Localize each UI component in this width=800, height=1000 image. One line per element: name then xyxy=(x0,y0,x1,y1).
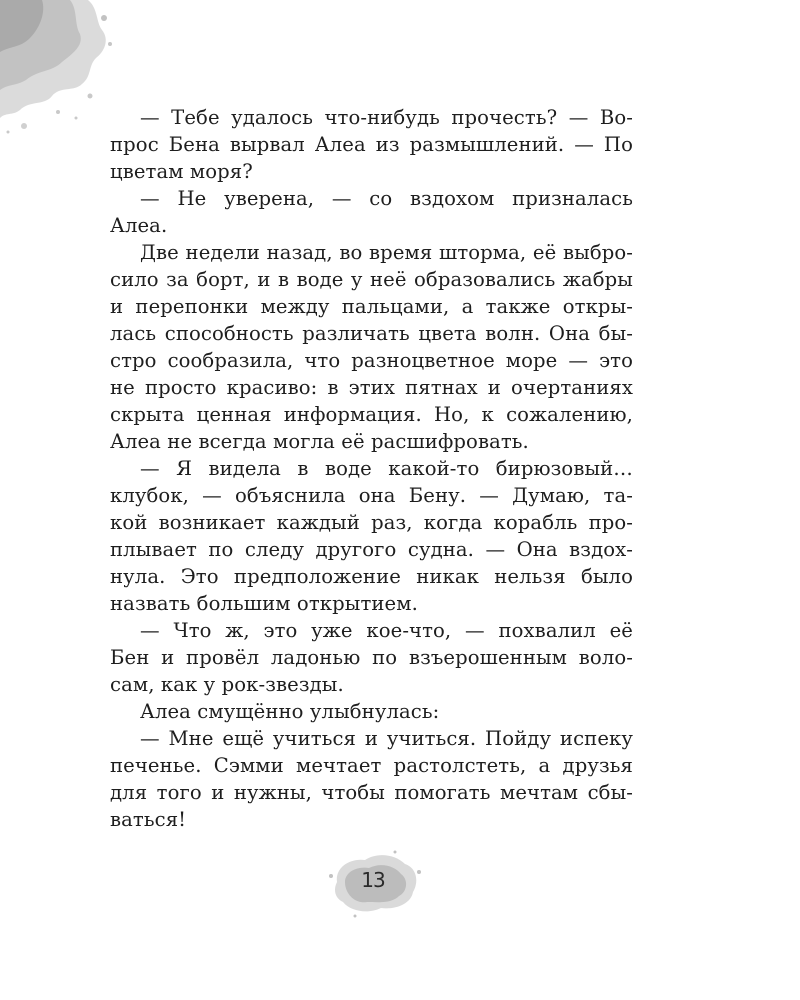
text-line: и перепонки между пальцами, а также откры- xyxy=(110,295,633,318)
paragraph xyxy=(110,455,633,617)
paragraph xyxy=(110,239,633,455)
watercolor-blot-decoration xyxy=(0,0,120,140)
page-number-badge xyxy=(325,842,425,922)
text-line: — Что ж, это уже кое-что, — похвалил её xyxy=(140,619,633,642)
text-line: для того и нужны, чтобы помогать мечтам сбы- xyxy=(110,781,633,804)
text-line: назвать большим открытием. xyxy=(110,592,418,615)
text-line: скрыта ценная информация. Но, к сожалению, xyxy=(110,403,633,426)
text-line: клубок, — объяснила она Бену. — Думаю, та- xyxy=(110,484,633,507)
text-line: плывает по следу другого судна. — Она вздох- xyxy=(110,538,633,561)
text-line: Бен и провёл ладонью по взъерошенным воло- xyxy=(110,646,633,669)
text-line: ваться! xyxy=(110,808,187,831)
page-number: 13 xyxy=(361,868,385,892)
paragraph xyxy=(110,185,633,239)
text-line: — Мне ещё учиться и учиться. Пойду испеку xyxy=(140,727,633,750)
text-line: лась способность различать цвета волн. Она бы- xyxy=(110,322,633,345)
text-line: сам, как у рок-звезды. xyxy=(110,673,344,696)
paragraph xyxy=(110,725,633,833)
text-line: нула. Это предположение никак нельзя было xyxy=(110,565,633,588)
text-line: кой возникает каждый раз, когда корабль про- xyxy=(110,511,633,534)
text-line: — Тебе удалось что-нибудь прочесть? — Во- xyxy=(140,106,633,129)
paragraph xyxy=(110,698,633,725)
text-line: Алеа. xyxy=(110,214,168,237)
paragraph xyxy=(110,104,633,185)
text-line: Алеа смущённо улыбнулась: xyxy=(140,700,440,723)
text-line: прос Бена вырвал Алеа из размышлений. — По xyxy=(110,133,633,156)
text-line: — Я видела в воде какой-то бирюзовый… xyxy=(140,457,633,480)
text-line: стро сообразила, что разноцветное море — это xyxy=(110,349,633,372)
text-line: — Не уверена, — со вздохом призналась xyxy=(140,187,633,210)
book-page-text xyxy=(110,104,633,833)
text-line: не просто красиво: в этих пятнах и очертаниях xyxy=(110,376,633,399)
text-line: Алеа не всегда могла её расшифровать. xyxy=(110,430,529,453)
text-line: цветам моря? xyxy=(110,160,253,183)
paragraph xyxy=(110,617,633,698)
text-line: печенье. Сэмми мечтает растолстеть, а друзья xyxy=(110,754,633,777)
text-line: сило за борт, и в воде у неё образовались жабры xyxy=(110,268,633,291)
text-line: Две недели назад, во время шторма, её выбро- xyxy=(140,241,633,264)
